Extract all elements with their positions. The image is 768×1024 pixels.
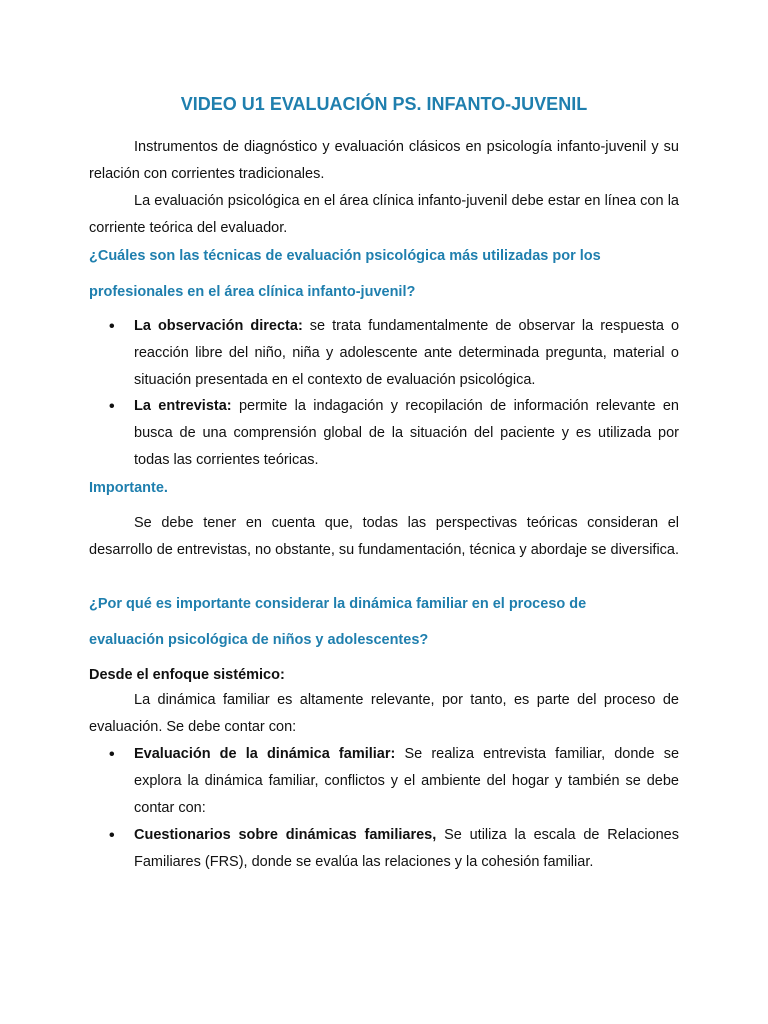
bullet-text: Se realiza entrevista familiar, donde se explora la dinámica familiar, conflictos y el ambiente del hogar y también se debe contar con: (134, 746, 680, 816)
bullet-questionnaires (134, 822, 679, 876)
bullet-observation (134, 313, 679, 394)
important-paragraph: Se debe tener en cuenta que, todas las perspectivas teóricas consideran el desarrollo de entrevistas, no obstante, su fundamentación, técnica y abordaje se diversifica. (89, 515, 680, 558)
document-title: VIDEO U1 EVALUACIÓN PS. INFANTO-JUVENIL (180, 94, 588, 114)
intro-paragraph-1: Instrumentos de diagnóstico y evaluación clásicos en psicología infanto-juvenil y su relación con corrientes tradicionales. (89, 139, 679, 182)
bullet-icon: • (109, 746, 115, 763)
bullet-icon: • (109, 827, 115, 844)
bullet-interview (134, 393, 679, 474)
bullet-term: La observación directa: (134, 318, 303, 334)
question-2-line-1: ¿Por qué es importante considerar la dinámica familiar en el proceso de (89, 596, 587, 612)
systemic-heading: Desde el enfoque sistémico: (89, 667, 285, 683)
systemic-paragraph: La dinámica familiar es altamente relevante, por tanto, es parte del proceso de evaluación. Se debe contar con: (89, 692, 679, 735)
bullet-family-dynamics (134, 741, 679, 822)
question-1-line-1: ¿Cuáles son las técnicas de evaluación psicológica más utilizadas por los (89, 248, 601, 264)
bullet-text: se trata fundamentalmente de observar la respuesta o reacción libre del niño, niña y adolescente ante determinada pregunta, material o situación presentada en el contexto de evaluación psicológica. (134, 318, 680, 388)
intro-paragraph-2: La evaluación psicológica en el área clínica infanto-juvenil debe estar en línea con la corriente teórica del evaluador. (89, 193, 679, 236)
bullet-icon: • (109, 318, 115, 335)
bullet-term: La entrevista: (134, 398, 232, 414)
question-1-line-2: profesionales en el área clínica infanto-juvenil? (89, 284, 416, 300)
bullet-icon: • (109, 398, 115, 415)
important-heading: Importante. (89, 480, 168, 496)
bullet-text: permite la indagación y recopilación de información relevante en busca de una comprensión global de la situación del paciente y es utilizada por todas las corrientes teóricas. (134, 398, 679, 468)
bullet-term: Cuestionarios sobre dinámicas familiares, (134, 827, 437, 843)
bullet-text: Se utiliza la escala de Relaciones Familiares (FRS), donde se evalúa las relaciones y la cohesión familiar. (134, 827, 679, 870)
question-2-line-2: evaluación psicológica de niños y adolescentes? (89, 632, 429, 648)
bullet-term: Evaluación de la dinámica familiar: (134, 746, 396, 762)
